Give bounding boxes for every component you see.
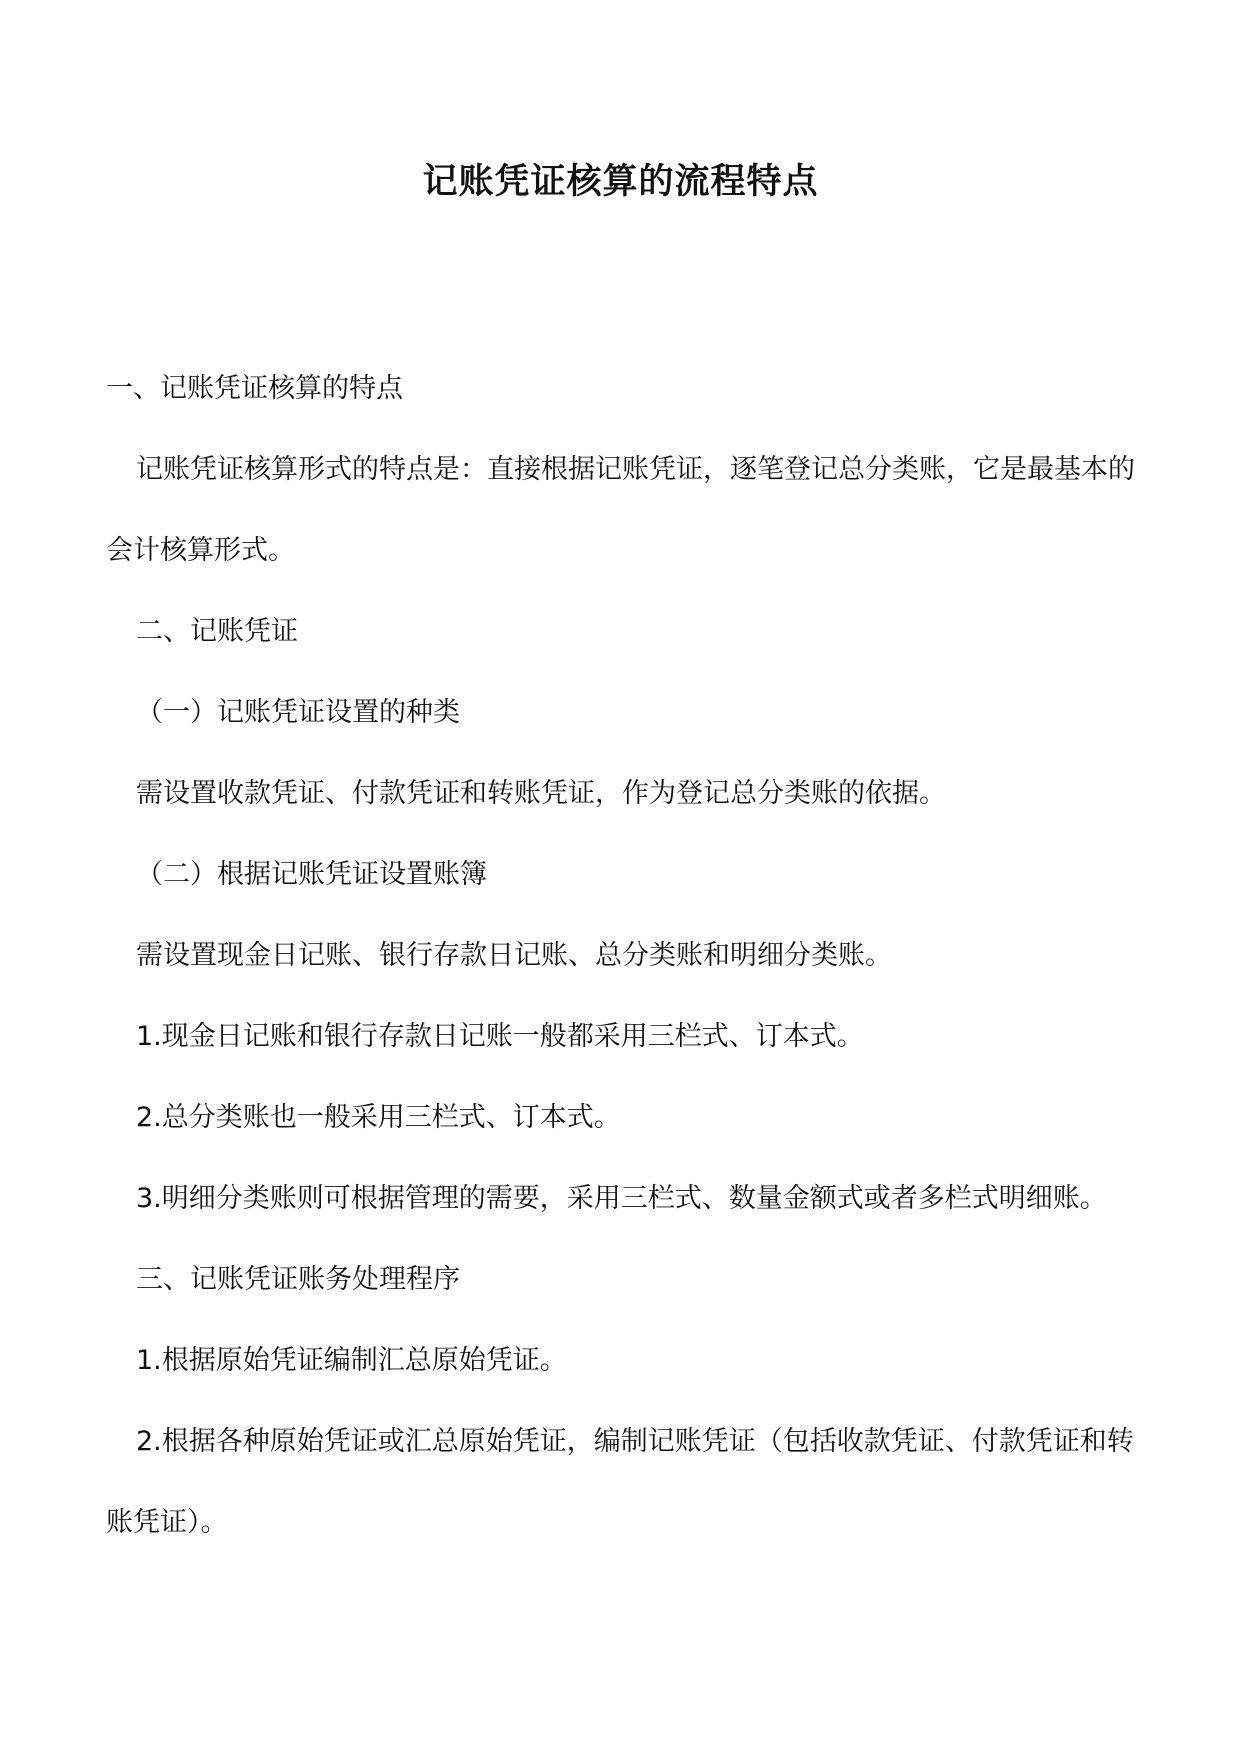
document-title: 记账凭证核算的流程特点 (422, 162, 819, 202)
subsection-heading-2: （二）根据记账凭证设置账簿 (136, 859, 487, 890)
procedure-step-2: 2.根据各种原始凭证或汇总原始凭证，编制记账凭证（包括收款凭证、付款凭证和转账凭证）。 (106, 1426, 1134, 1538)
procedure-step-1: 1.根据原始凭证编制汇总原始凭证。 (136, 1345, 567, 1376)
section-heading-2: 二、记账凭证 (136, 616, 298, 647)
section-heading-3: 三、记账凭证账务处理程序 (136, 1264, 460, 1295)
list-item-1: 1.现金日记账和银行存款日记账一般都采用三栏式、订本式。 (136, 1021, 864, 1052)
paragraph-characteristics: 记账凭证核算形式的特点是：直接根据记账凭证，逐笔登记总分类账，它是最基本的会计核算形式。 (106, 454, 1135, 566)
list-item-2: 2.总分类账也一般采用三栏式、订本式。 (136, 1102, 621, 1133)
document-body (106, 348, 1136, 1563)
section-heading-1: 一、记账凭证核算的特点 (106, 373, 403, 404)
paragraph-voucher-types: 需设置收款凭证、付款凭证和转账凭证，作为登记总分类账的依据。 (136, 778, 946, 809)
subsection-heading-1: （一）记账凭证设置的种类 (136, 697, 460, 728)
paragraph-ledgers: 需设置现金日记账、银行存款日记账、总分类账和明细分类账。 (136, 940, 892, 971)
list-item-3: 3.明细分类账则可根据管理的需要，采用三栏式、数量金额式或者多栏式明细账。 (136, 1183, 1107, 1214)
